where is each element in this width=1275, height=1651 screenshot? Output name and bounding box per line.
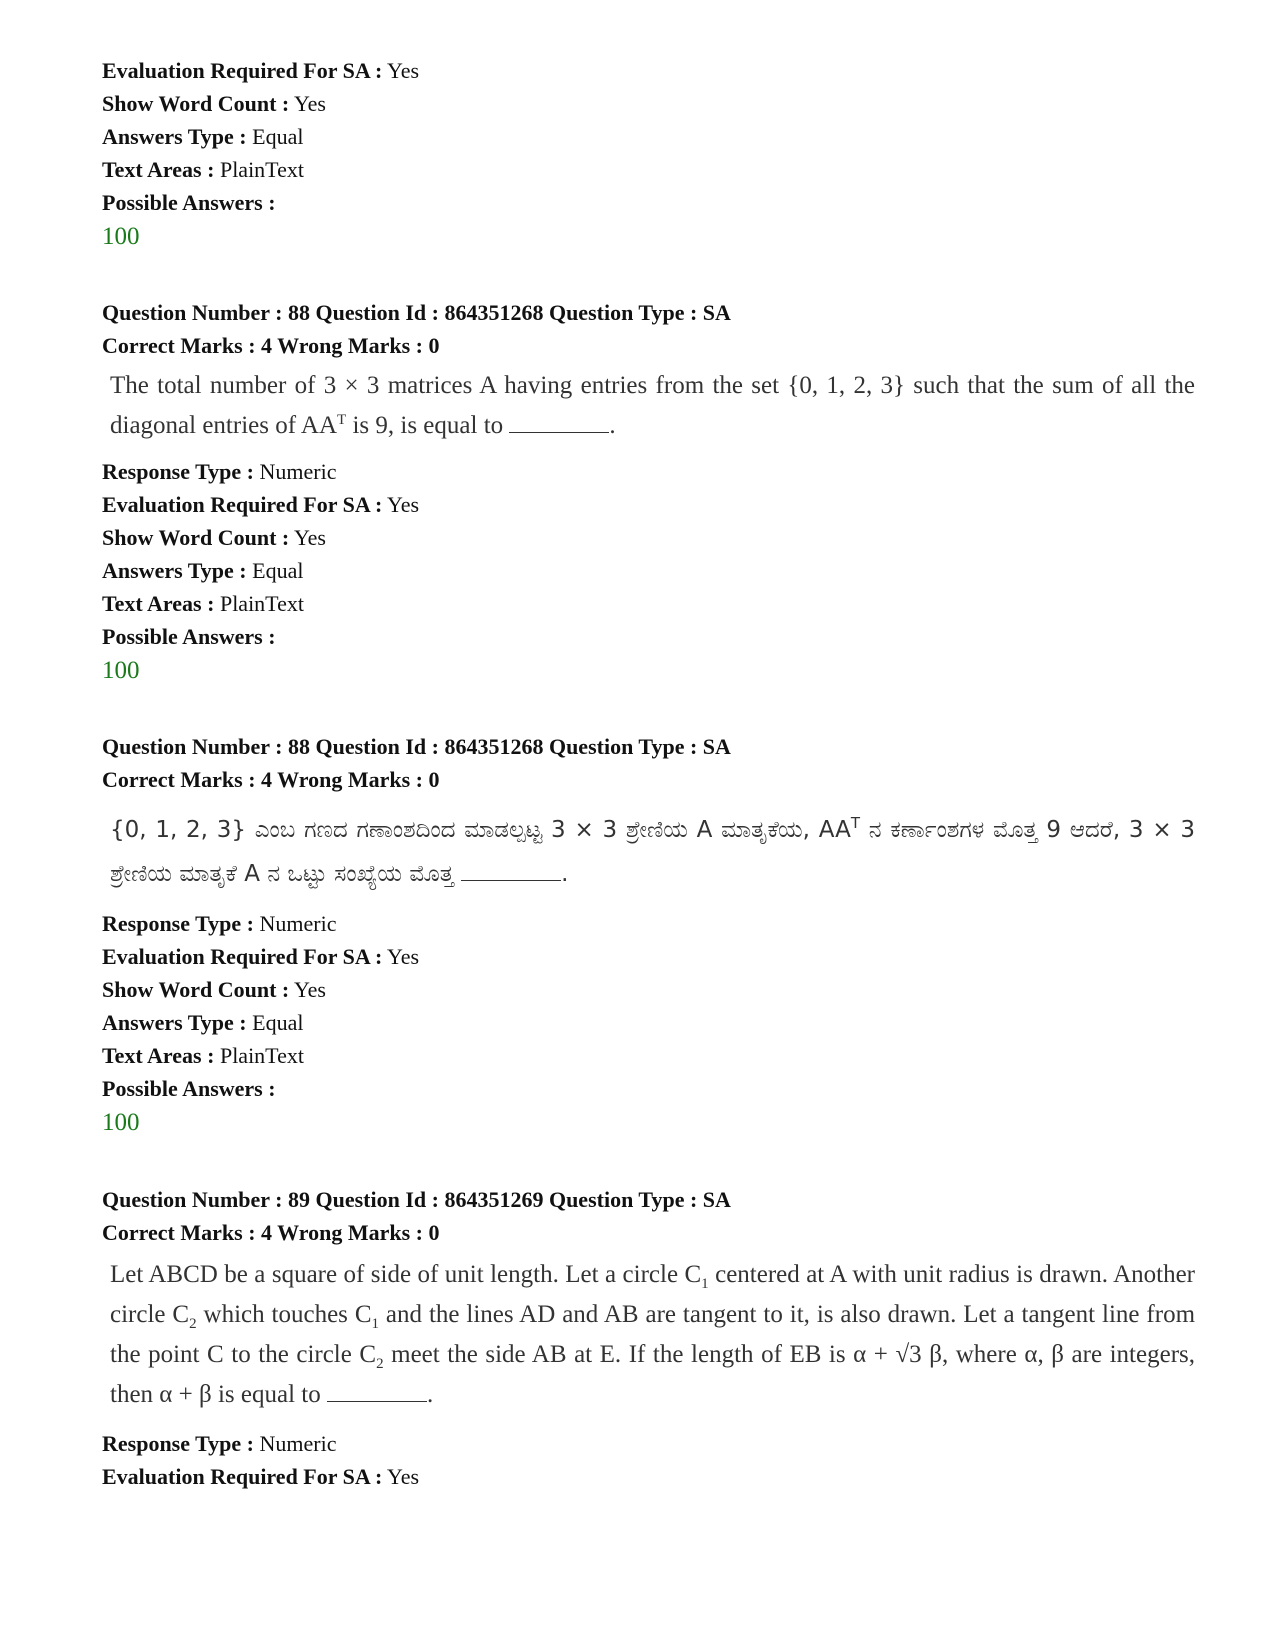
- response-type-value: Numeric: [259, 459, 337, 484]
- response-type-label: Response Type :: [102, 1431, 254, 1456]
- question-text: [110, 808, 1195, 896]
- question-text-end: .: [426, 1381, 434, 1408]
- eval-sa-value: Yes: [387, 944, 420, 969]
- response-type-row: [102, 909, 336, 939]
- question-marks-text: Correct Marks : 4 Wrong Marks : 0: [102, 333, 440, 358]
- answers-type-row: [102, 1008, 303, 1038]
- response-type-value: Numeric: [259, 911, 337, 936]
- question-text-part: {0, 1, 2, 3} ಎಂಬ ಗಣದ ಗಣಾಂಶದಿಂದ ಮಾಡಲ್ಪಟ್ಟ 3 × 3 ಶ್ರೇಣಿಯ A ಮಾತೃಕೆಯ, AA: [110, 817, 851, 843]
- question-text-part: and the lines AD and AB are tangent to it, is also drawn. Let a tangent line from the point C to the circle C: [110, 1301, 1196, 1368]
- word-count-label: Show Word Count :: [102, 525, 290, 550]
- eval-sa-value: Yes: [387, 58, 420, 83]
- question-text-part: ನ ಕರ್ಣಾಂಶಗಳ ಮೊತ್ತ 9 ಆದರೆ, 3 × 3 ಶ್ರೇಣಿಯ ಮಾತೃಕೆ A ನ ಒಟ್ಟು ಸಂಖ್ಯೆಯ ಮೊತ್ತ: [110, 817, 1195, 887]
- text-areas-value: PlainText: [219, 591, 304, 616]
- eval-sa-row: [102, 942, 419, 972]
- word-count-value: Yes: [293, 977, 326, 1002]
- answers-type-value: Equal: [252, 558, 304, 583]
- question-header-text: Question Number : 89 Question Id : 864351269 Question Type : SA: [102, 1187, 731, 1212]
- text-areas-value: PlainText: [219, 1043, 304, 1068]
- eval-sa-label: Evaluation Required For SA :: [102, 492, 383, 517]
- possible-answers-label: Possible Answers :: [102, 190, 276, 215]
- question-text-part: centered at A with unit radius is drawn. Another circle C: [110, 1261, 1195, 1328]
- text-areas-label: Text Areas :: [102, 157, 215, 182]
- answers-type-label: Answers Type :: [102, 558, 247, 583]
- text-areas-value: PlainText: [219, 157, 304, 182]
- response-type-value: Numeric: [259, 1431, 337, 1456]
- answers-type-value: Equal: [252, 1010, 304, 1035]
- possible-answers-row: [102, 622, 276, 652]
- text-areas-row: [102, 155, 304, 185]
- text-areas-row: [102, 589, 304, 619]
- question-marks-text: Correct Marks : 4 Wrong Marks : 0: [102, 767, 440, 792]
- text-areas-row: [102, 1041, 304, 1071]
- question-text-part: is 9, is equal to: [346, 412, 510, 439]
- text-areas-label: Text Areas :: [102, 591, 215, 616]
- answers-type-value: Equal: [252, 124, 304, 149]
- eval-sa-value: Yes: [387, 492, 420, 517]
- possible-answers-label: Possible Answers :: [102, 1076, 276, 1101]
- possible-answer-value: 100: [102, 223, 140, 250]
- eval-sa-row: [102, 1462, 419, 1492]
- question-text-part: which touches C: [196, 1301, 372, 1328]
- possible-answers-label: Possible Answers :: [102, 624, 276, 649]
- superscript: T: [850, 814, 861, 832]
- question-text: [110, 1255, 1195, 1415]
- subscript: 2: [189, 1316, 197, 1332]
- word-count-label: Show Word Count :: [102, 977, 290, 1002]
- question-text-part: meet the side AB at E. If the length of EB is α + √3 β, where α, β are integers, then α + β is equal to: [110, 1341, 1195, 1408]
- subscript: 1: [701, 1276, 709, 1292]
- question-text-part: Let ABCD be a square of side of unit length. Let a circle C: [110, 1261, 702, 1288]
- answer-blank: [327, 1379, 427, 1402]
- possible-answer-value: 100: [102, 1109, 140, 1136]
- answer-blank: [509, 410, 609, 433]
- question-text-end: .: [609, 412, 616, 439]
- eval-sa-label: Evaluation Required For SA :: [102, 944, 383, 969]
- answer-blank: [461, 858, 561, 881]
- question-text: [110, 366, 1195, 446]
- superscript: T: [337, 412, 347, 428]
- response-type-row: [102, 457, 336, 487]
- question-header: [102, 732, 731, 762]
- question-text-part: The total number of 3 × 3 matrices A having entries from the set {0, 1, 2, 3} such that the sum of all the diagonal entries of AA: [110, 372, 1195, 439]
- question-marks: [102, 1218, 440, 1248]
- text-areas-label: Text Areas :: [102, 1043, 215, 1068]
- answers-type-label: Answers Type :: [102, 124, 247, 149]
- question-text-end: .: [561, 861, 569, 887]
- possible-answer-value: 100: [102, 657, 140, 684]
- question-marks: [102, 765, 440, 795]
- word-count-row: [102, 523, 326, 553]
- subscript: 1: [371, 1316, 380, 1332]
- eval-sa-row: [102, 490, 419, 520]
- question-marks: [102, 331, 440, 361]
- response-type-row: [102, 1429, 336, 1459]
- answers-type-row: [102, 122, 303, 152]
- subscript: 2: [376, 1356, 384, 1372]
- eval-sa-label: Evaluation Required For SA :: [102, 58, 383, 83]
- possible-answers-row: [102, 1074, 276, 1104]
- word-count-value: Yes: [293, 91, 326, 116]
- question-header-text: Question Number : 88 Question Id : 864351268 Question Type : SA: [102, 300, 731, 325]
- word-count-label: Show Word Count :: [102, 91, 290, 116]
- question-marks-text: Correct Marks : 4 Wrong Marks : 0: [102, 1220, 440, 1245]
- question-header: [102, 298, 731, 328]
- eval-sa-row: [102, 56, 419, 86]
- answers-type-label: Answers Type :: [102, 1010, 247, 1035]
- response-type-label: Response Type :: [102, 459, 254, 484]
- response-type-label: Response Type :: [102, 911, 254, 936]
- answers-type-row: [102, 556, 303, 586]
- word-count-value: Yes: [293, 525, 326, 550]
- word-count-row: [102, 975, 326, 1005]
- eval-sa-value: Yes: [387, 1464, 420, 1489]
- question-header-text: Question Number : 88 Question Id : 864351268 Question Type : SA: [102, 734, 731, 759]
- question-header: [102, 1185, 731, 1215]
- eval-sa-label: Evaluation Required For SA :: [102, 1464, 383, 1489]
- word-count-row: [102, 89, 326, 119]
- possible-answers-row: [102, 188, 276, 218]
